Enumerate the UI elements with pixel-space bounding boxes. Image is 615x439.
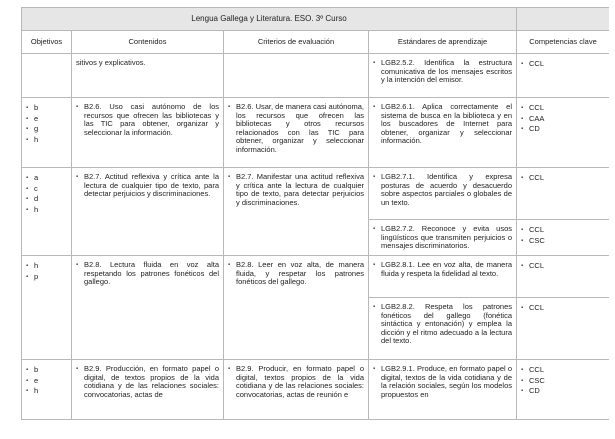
estandar-cell-content	[369, 168, 516, 211]
bullet-icon: ▪	[76, 262, 79, 268]
contenido-cell	[72, 256, 224, 360]
list-item-text: d	[34, 194, 39, 203]
list-item	[26, 124, 67, 135]
contenido-cell-text: B2.8. Lectura fluida en voz alta respetando los patrones fonéticos del gallego.	[84, 260, 219, 287]
bullet-icon: ▪	[373, 262, 376, 268]
criterio-cell	[224, 360, 369, 420]
criterio-cell-text: B2.7. Manifestar una actitud reflexiva y crítica ante la lectura de cualquier tipo de texto, para detectar perjuicios y discriminaciones.	[236, 172, 364, 207]
table-title: Lengua Gallega y Literatura. ESO. 3º Curso	[22, 8, 517, 31]
list-item-text: CSC	[529, 375, 545, 385]
list-item	[521, 303, 605, 314]
bullet-icon: ▪	[521, 237, 524, 244]
contenido-cell-text: B2.9. Producción, en formato papel o digital, de textos propios de la vida cotidiana y de las relaciones sociales: convocatorias, actas de	[84, 364, 219, 399]
estandar-cell	[369, 298, 517, 360]
bullet-icon: ▪	[521, 175, 524, 181]
list-item	[521, 225, 605, 236]
title-blank-cell	[517, 8, 609, 31]
list-item	[26, 135, 67, 146]
estandar-cell-text: LGB2.5.2. Identifica la estructura comunicativa de los mensajes escritos y la intención del emisor.	[381, 58, 513, 85]
objetivos-cell-list	[22, 98, 71, 149]
criterio-cell-content	[224, 360, 368, 403]
list-item-text: h	[34, 134, 39, 144]
contenido-cell-text: B2.6. Uso casi autónomo de los recursos que ofrecen las bibliotecas y las TIC para obtener, organizar y seleccionar la información.	[84, 102, 219, 137]
header-contenidos: Contenidos	[72, 31, 224, 54]
list-item	[26, 173, 67, 184]
list-item	[26, 261, 67, 272]
objetivos-cell-list	[22, 360, 71, 401]
criterio-cell	[224, 98, 369, 168]
list-item-text: c	[34, 183, 38, 193]
estandar-cell-content	[369, 298, 516, 350]
list-item-text: b	[34, 365, 39, 374]
bullet-icon: ▪	[76, 366, 79, 372]
criterio-cell-content	[224, 98, 368, 159]
objetivos-cell-list	[22, 54, 71, 63]
contenido-cell-content	[72, 168, 223, 203]
estandar-cell	[369, 360, 517, 420]
table-row	[22, 256, 610, 298]
bullet-icon: ▪	[228, 262, 231, 268]
objetivos-cell	[22, 168, 72, 256]
list-item	[26, 103, 67, 114]
list-item-text: CCL	[529, 303, 545, 312]
bullet-icon: ▪	[26, 273, 29, 280]
bullet-icon: ▪	[26, 388, 29, 394]
bullet-icon: ▪	[521, 367, 524, 373]
list-item-text: h	[34, 204, 39, 214]
list-item	[26, 272, 67, 283]
criterio-cell-text: B2.8. Leer en voz alta, de manera fluida, y respetar los patrones fonéticos del gallego.	[236, 260, 364, 287]
contenido-cell-text: sitivos y explicativos.	[76, 58, 146, 67]
list-item	[26, 386, 67, 397]
list-item	[26, 205, 67, 216]
criterio-cell-content	[224, 168, 368, 211]
competencias-cell	[517, 98, 609, 168]
list-item-text: CCL	[529, 103, 545, 112]
competencias-cell-list	[517, 256, 609, 276]
list-item	[521, 261, 605, 272]
estandar-cell-text: LGB2.9.1. Produce, en formato papel o digital, textos de la vida cotidiana y de la relación sociales, según los modelos propuestos en	[381, 364, 513, 399]
bullet-icon: ▪	[521, 227, 524, 233]
bullet-icon: ▪	[521, 115, 524, 122]
header-competencias: Competencias clave	[517, 31, 609, 54]
estandar-cell-text: LGB2.8.2. Respeta los patrones fonéticos del gallego (fonética sintáctica y entonación) y emplea la dicción y el ritmo adecuado a la lectura del texto.	[381, 302, 513, 346]
competencias-cell-list	[517, 360, 609, 401]
list-item	[521, 103, 605, 114]
bullet-icon: ▪	[76, 174, 79, 180]
list-item-text: a	[34, 173, 39, 182]
header-row	[22, 31, 610, 54]
criterio-cell-text: B2.6. Usar, de manera casi autónoma, los recursos que ofrecen las bibliotecas y otros recursos relacionados con las TIC para obtener, organizar y seleccionar información.	[236, 102, 364, 154]
list-item-text: p	[34, 271, 39, 281]
contenido-cell	[72, 360, 224, 420]
criterio-cell	[224, 54, 369, 98]
competencias-cell-list	[517, 98, 609, 139]
list-item-text: CCL	[529, 225, 545, 234]
estandar-cell	[369, 256, 517, 298]
bullet-icon: ▪	[228, 174, 231, 180]
list-item	[26, 365, 67, 376]
bullet-icon: ▪	[521, 61, 524, 67]
competencias-cell	[517, 54, 609, 98]
competencias-cell-list	[517, 168, 609, 188]
estandar-cell-content	[369, 98, 516, 150]
list-item	[521, 376, 605, 387]
contenido-cell-content	[72, 360, 223, 403]
estandar-cell-content	[369, 220, 516, 255]
list-item	[521, 114, 605, 125]
list-item	[521, 365, 605, 376]
objetivos-cell	[22, 360, 72, 420]
list-item-text: e	[34, 375, 39, 385]
contenido-cell-content	[72, 256, 223, 291]
contenido-cell	[72, 168, 224, 256]
list-item-text: CSC	[529, 235, 545, 245]
list-item-text: CCL	[529, 261, 545, 270]
bullet-icon: ▪	[521, 305, 524, 311]
bullet-icon: ▪	[521, 388, 524, 394]
bullet-icon: ▪	[26, 206, 29, 213]
bullet-icon: ▪	[373, 174, 376, 180]
objetivos-cell-list	[22, 256, 71, 286]
list-item	[26, 114, 67, 125]
objetivos-cell	[22, 98, 72, 168]
contenido-cell-content	[72, 54, 223, 72]
criterio-cell-text: B2.9. Producir, en formato papel o digital, textos propios de la vida cotidiana y de las relaciones sociales: convocatorias, actas de reunión e	[236, 364, 364, 399]
curriculum-table	[21, 7, 609, 420]
bullet-icon: ▪	[228, 366, 231, 372]
list-item-text: b	[34, 103, 39, 112]
bullet-icon: ▪	[26, 175, 29, 181]
bullet-icon: ▪	[521, 105, 524, 111]
bullet-icon: ▪	[26, 105, 29, 111]
contenido-cell-text: B2.7. Actitud reflexiva y crítica ante la lectura de cualquier tipo de texto, para detectar perjuicios y discriminaciones.	[84, 172, 219, 199]
list-item	[521, 386, 605, 397]
bullet-icon: ▪	[26, 196, 29, 202]
criterio-cell	[224, 168, 369, 256]
competencias-cell-list	[517, 298, 609, 318]
bullet-icon: ▪	[521, 126, 524, 132]
estandar-cell-text: LGB2.7.2. Reconoce y evita usos lingüísticos que transmiten perjuicios o mensajes discriminatorios.	[381, 224, 513, 251]
list-item-text: g	[34, 124, 39, 133]
estandar-cell	[369, 54, 517, 98]
list-item	[521, 124, 605, 135]
bullet-icon: ▪	[373, 226, 376, 232]
list-item-text: CCL	[529, 365, 545, 374]
estandar-cell-content	[369, 360, 516, 403]
contenido-cell	[72, 98, 224, 168]
bullet-icon: ▪	[26, 377, 29, 384]
header-estandares: Estándares de aprendizaje	[369, 31, 517, 54]
list-item	[26, 194, 67, 205]
bullet-icon: ▪	[26, 367, 29, 373]
list-item-text: CCL	[529, 173, 545, 182]
competencias-cell	[517, 256, 609, 298]
contenido-cell	[72, 54, 224, 98]
table-row	[22, 54, 610, 98]
table-row	[22, 360, 610, 420]
document-page	[21, 7, 609, 439]
objetivos-cell	[22, 54, 72, 98]
competencias-cell-list	[517, 54, 609, 74]
objetivos-cell	[22, 256, 72, 360]
bullet-icon: ▪	[26, 126, 29, 132]
list-item	[521, 236, 605, 247]
contenido-cell-content	[72, 98, 223, 141]
bullet-icon: ▪	[373, 60, 376, 66]
bullet-icon: ▪	[521, 377, 524, 384]
table-row	[22, 98, 610, 168]
estandar-cell	[369, 168, 517, 220]
estandar-cell	[369, 98, 517, 168]
estandar-cell-content	[369, 54, 516, 89]
header-criterios: Criterios de evaluación	[224, 31, 369, 54]
estandar-cell-text: LGB2.7.1. Identifica y expresa posturas de acuerdo y desacuerdo sobre aspectos parciales o globales de un texto.	[381, 172, 513, 207]
criterio-cell-content	[224, 256, 368, 291]
estandar-cell-text: LGB2.6.1. Aplica correctamente el sistema de busca en la biblioteca y en los buscadores de Internet para obtener, organizar y seleccionar información.	[381, 102, 513, 146]
bullet-icon: ▪	[26, 263, 29, 269]
estandar-cell-content	[369, 256, 516, 282]
bullet-icon: ▪	[373, 366, 376, 372]
header-objetivos: Objetivos	[22, 31, 72, 54]
list-item	[521, 59, 605, 70]
bullet-icon: ▪	[26, 136, 29, 143]
bullet-icon: ▪	[76, 104, 79, 110]
bullet-icon: ▪	[373, 104, 376, 110]
estandar-cell	[369, 220, 517, 256]
criterio-cell	[224, 256, 369, 360]
list-item	[521, 173, 605, 184]
competencias-cell	[517, 298, 609, 360]
bullet-icon: ▪	[373, 304, 376, 310]
objetivos-cell-list	[22, 168, 71, 219]
bullet-icon: ▪	[26, 185, 29, 192]
list-item	[26, 184, 67, 195]
list-item-text: CCL	[529, 59, 545, 68]
list-item	[26, 376, 67, 387]
bullet-icon: ▪	[26, 115, 29, 122]
list-item-text: h	[34, 261, 39, 270]
competencias-cell	[517, 220, 609, 256]
table-row	[22, 168, 610, 220]
title-row	[22, 8, 610, 31]
estandar-cell-text: LGB2.8.1. Lee en voz alta, de manera fluida y respeta la fidelidad al texto.	[381, 260, 513, 278]
competencias-cell	[517, 360, 609, 420]
bullet-icon: ▪	[521, 263, 524, 269]
bullet-icon: ▪	[228, 104, 231, 110]
competencias-cell	[517, 168, 609, 220]
list-item-text: e	[34, 113, 39, 123]
list-item-text: CD	[529, 386, 540, 395]
list-item-text: CD	[529, 124, 540, 133]
list-item-text: CAA	[529, 113, 545, 123]
list-item-text: h	[34, 386, 39, 395]
competencias-cell-list	[517, 220, 609, 250]
